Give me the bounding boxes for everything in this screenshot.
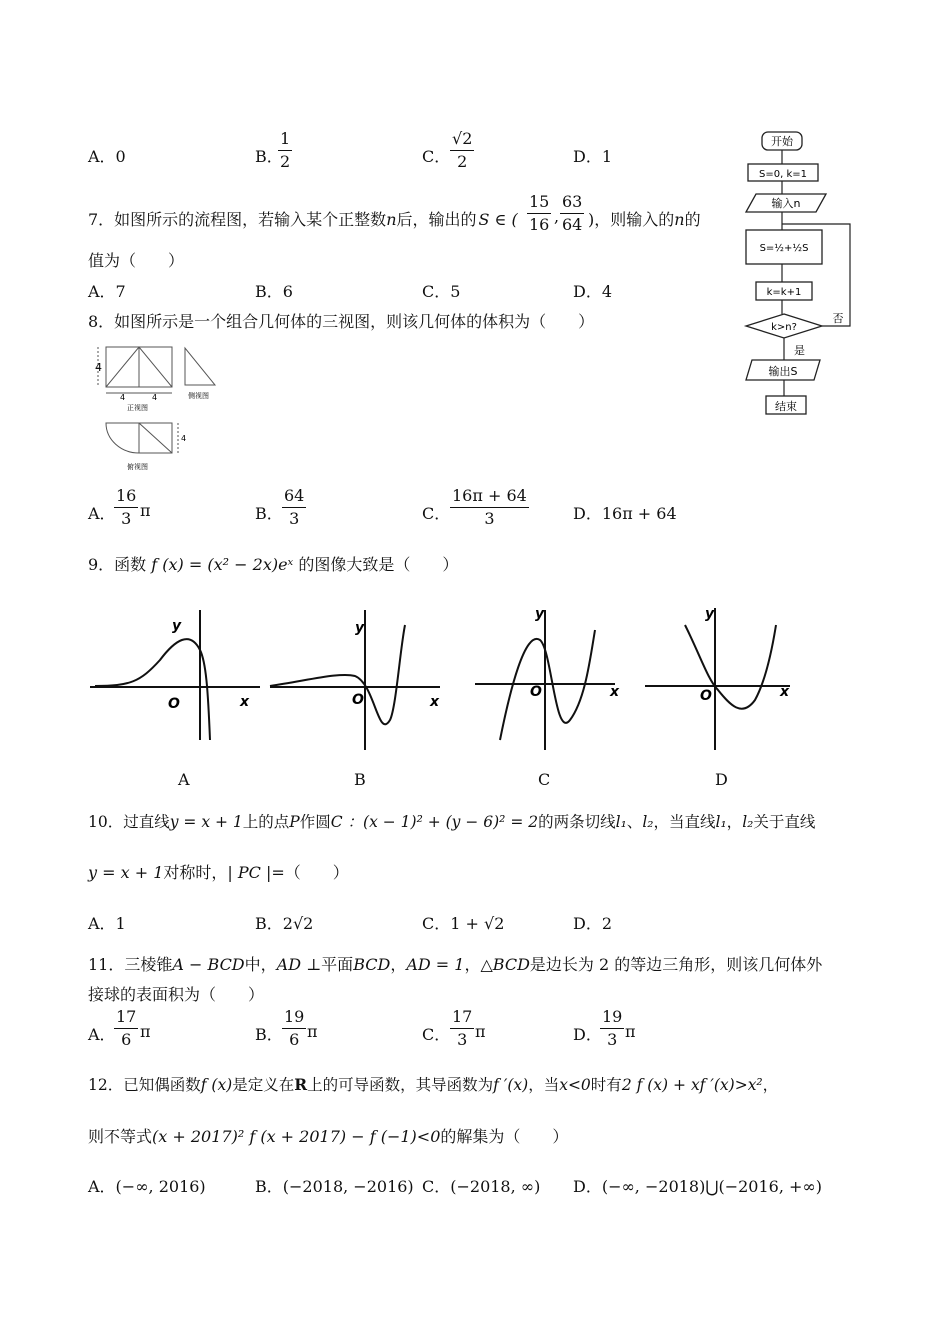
graph-d: [645, 608, 790, 750]
q10-option-d: D．2: [573, 914, 613, 933]
q7-option-c: C．5: [422, 282, 461, 301]
q9-label-d: D: [715, 770, 728, 789]
q7-fraction-1: $\frac{15}{16}$: [529, 192, 550, 234]
flowchart-update-k-text: k=k+1: [766, 287, 802, 298]
flowchart-start-text: 开始: [771, 135, 793, 148]
q8-option-c-fraction: $\frac{16\pi + 64}{3}$: [452, 486, 527, 528]
q7-stem-line2: 值为（ ）: [88, 251, 185, 270]
graph-a-origin: O: [168, 696, 180, 712]
q11-option-b-pi: π: [307, 1022, 318, 1041]
side-view-triangle: [185, 348, 215, 385]
q9-label-c: C: [538, 770, 551, 789]
graph-b-origin: O: [352, 692, 364, 708]
graph-a-y-label: y: [172, 618, 182, 634]
graph-c-origin: O: [530, 684, 542, 700]
q8-option-a-pi: π: [140, 501, 151, 520]
q9-label-b: B: [354, 770, 366, 789]
flowchart-init-text: S=0, k=1: [759, 169, 807, 180]
q10-option-a: A．1: [88, 914, 126, 933]
flowchart: [738, 128, 863, 424]
flowchart-end-text: 结束: [775, 400, 797, 413]
q11-option-c-prefix: C．: [422, 1025, 451, 1044]
top-view-caption: 俯视图: [127, 463, 148, 471]
q8-option-a-prefix: A．: [88, 504, 116, 523]
q8-option-a-fraction: $\frac{16}{3}$: [116, 486, 137, 528]
q12-stem-line2: 则不等式(x + 2017)² f (x + 2017) − f (−1)<0的解集为（ ）: [88, 1127, 569, 1146]
q7-stem: 7．如图所示的流程图，若输入某个正整数n后，输出的 S ∈ (: [88, 210, 518, 229]
q7-fraction-2: $\frac{63}{64}$: [562, 192, 583, 234]
graph-d-y-label: y: [705, 606, 715, 622]
flowchart-no-label: 否: [832, 312, 844, 325]
q11-option-c-fraction: $\frac{17}{3}$: [452, 1007, 473, 1049]
q8-three-views-figure: [90, 343, 220, 473]
top-height-label: 4: [181, 434, 187, 443]
side-view-caption: 侧视图: [188, 392, 209, 400]
q11-stem-line2: 接球的表面积为（ ）: [88, 985, 265, 1004]
front-height-label: 4: [95, 361, 102, 374]
q6-option-b-fraction: $\frac{1}{2}$: [280, 129, 291, 171]
q10-option-b: B．2√2: [255, 914, 314, 933]
q8-option-c-prefix: C．: [422, 504, 451, 523]
graph-d-origin: O: [700, 688, 712, 704]
q12-stem-line1: 12．已知偶函数f (x)是定义在R上的可导函数，其导函数为f ′(x)，当x<0时有2 f (x) + xf ′(x)>x²，: [88, 1075, 779, 1094]
graph-c-y-label: y: [535, 606, 545, 622]
q8-option-d: D．16π + 64: [573, 504, 677, 523]
q10-stem-line2: y = x + 1对称时，| PC |=（ ）: [88, 863, 349, 882]
q11-stem-line1: 11．三棱锥A − BCD中，AD ⊥平面BCD，AD = 1，△BCD是边长为 2 的等边三角形，则该几何体外: [88, 955, 823, 974]
q11-option-d-prefix: D．: [573, 1025, 602, 1044]
q7-option-a: A．7: [88, 282, 126, 301]
graph-c-x-label: x: [610, 684, 620, 700]
q10-option-c: C．1 + √2: [422, 914, 505, 933]
flowchart-output-text: 输出S: [768, 365, 798, 378]
q11-option-a-pi: π: [140, 1022, 151, 1041]
q6-option-d: D．1: [573, 147, 613, 166]
q11-option-a-prefix: A．: [88, 1025, 116, 1044]
q7-option-b: B．6: [255, 282, 293, 301]
graph-b-y-label: y: [355, 620, 365, 636]
q9-label-a: A: [178, 770, 190, 789]
flowchart-update-s-text: S=½+½S: [759, 243, 809, 254]
flowchart-yes-label: 是: [794, 344, 805, 357]
q11-option-b-prefix: B．: [255, 1025, 283, 1044]
q12-option-b: B．(−2018, −2016): [255, 1177, 414, 1196]
front-width-left-label: 4: [120, 393, 126, 402]
q11-option-a-fraction: $\frac{17}{6}$: [116, 1007, 137, 1049]
graph-b-x-label: x: [430, 694, 440, 710]
q8-option-b-fraction: $\frac{64}{3}$: [284, 486, 305, 528]
q11-option-d-fraction: $\frac{19}{3}$: [602, 1007, 623, 1049]
flowchart-condition-text: k>n?: [771, 322, 797, 333]
q10-stem-line1: 10．过直线y = x + 1上的点P作圆C ：(x − 1)² + (y − 6)² = 2的两条切线l₁、l₂，当直线l₁，l₂关于直线: [88, 813, 816, 831]
front-width-right-label: 4: [152, 393, 158, 402]
q6-option-b-prefix: B．: [255, 147, 283, 166]
q9-graphs: [90, 600, 810, 800]
q12-option-a: A．(−∞, 2016): [88, 1177, 206, 1196]
q12-option-d: D．(−∞, −2018)⋃(−2016, +∞): [573, 1177, 822, 1196]
graph-a-x-label: x: [240, 694, 250, 710]
q6-option-a: A．0: [88, 147, 126, 166]
q7-stem-end: )，则输入的n的: [588, 210, 701, 229]
q11-option-d-pi: π: [625, 1022, 636, 1041]
q8-stem: 8．如图所示是一个组合几何体的三视图，则该几何体的体积为（ ）: [88, 312, 595, 331]
q11-option-b-fraction: $\frac{19}{6}$: [284, 1007, 305, 1049]
flowchart-input-text: 输入n: [771, 197, 801, 210]
graph-d-x-label: x: [780, 684, 790, 700]
front-view-caption: 正视图: [127, 404, 148, 412]
q7-comma: ,: [554, 207, 560, 226]
q8-option-b-prefix: B．: [255, 504, 283, 523]
q9-stem: 9．函数 f (x) = (x² − 2x)eˣ 的图像大致是（ ）: [88, 555, 459, 574]
q12-option-c: C．(−2018, ∞): [422, 1177, 541, 1196]
graph-c: [475, 610, 615, 750]
q7-option-d: D．4: [573, 282, 613, 301]
q6-option-c-prefix: C．: [422, 147, 451, 166]
q11-option-c-pi: π: [475, 1022, 486, 1041]
q6-option-c-fraction: $\frac{√2}{2}$: [452, 129, 473, 171]
